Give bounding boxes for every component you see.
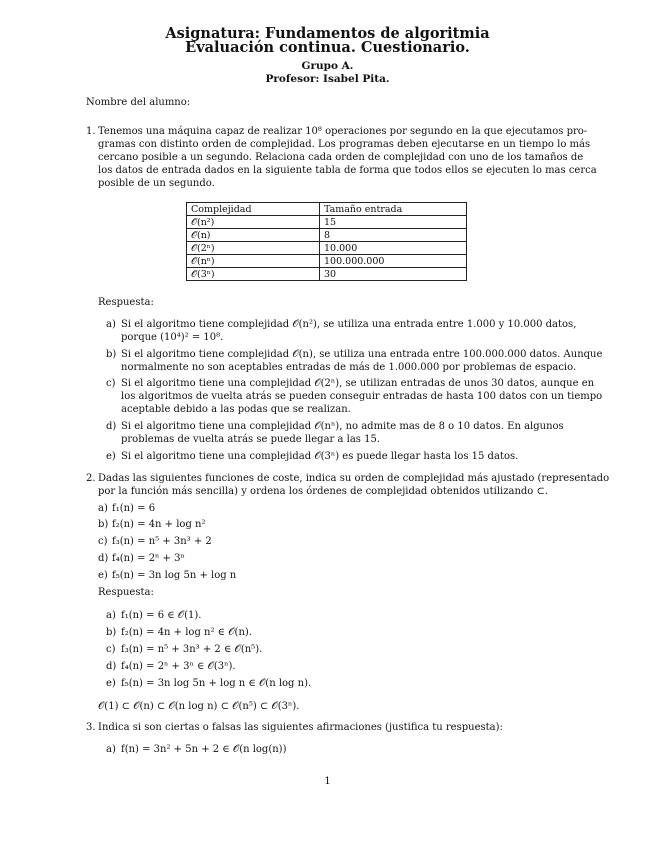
function-label: b) bbox=[98, 519, 109, 530]
table-cell: 𝒪(n) bbox=[187, 229, 320, 242]
answer-label: Respuesta: bbox=[98, 587, 154, 598]
table-cell: 𝒪(nⁿ) bbox=[187, 255, 320, 268]
page-number: 1 bbox=[324, 776, 331, 787]
answer-text: f₁(n) = 6 ∈ 𝒪(1). bbox=[121, 610, 202, 621]
question-number: 1. bbox=[86, 126, 96, 137]
table-cell: 𝒪(2ⁿ) bbox=[187, 242, 320, 255]
table-row bbox=[187, 216, 467, 229]
answer-item-label: d) bbox=[106, 661, 117, 672]
table-row bbox=[187, 255, 467, 268]
group-label: Grupo A. bbox=[301, 60, 354, 72]
answer-item-label: a) bbox=[106, 610, 116, 621]
answer-line: Si el algoritmo tiene una complejidad 𝒪(3ⁿ) es puede llegar hasta los 15 datos. bbox=[121, 451, 519, 462]
function-text: f₂(n) = 4n + log n² bbox=[112, 519, 206, 530]
answer-line: aceptable debido a las podas que se realizan. bbox=[121, 404, 351, 415]
table-row bbox=[187, 268, 467, 281]
function-text: f₃(n) = n⁵ + 3n³ + 2 bbox=[112, 536, 212, 547]
answer-line: Si el algoritmo tiene una complejidad 𝒪(2ⁿ), se utilizan entradas de unos 30 datos, aunque en bbox=[121, 378, 595, 389]
question-number: 3. bbox=[86, 722, 96, 733]
exam-subtitle: Evaluación continua. Cuestionario. bbox=[185, 39, 470, 56]
function-label: d) bbox=[98, 553, 109, 564]
q3-text: Indica si son ciertas o falsas las siguientes afirmaciones (justifica tu respuesta): bbox=[98, 722, 503, 733]
table-row bbox=[187, 229, 467, 242]
course-title: Asignatura: Fundamentos de algoritmia bbox=[165, 25, 490, 42]
answer-label: Respuesta: bbox=[98, 297, 154, 308]
table-cell: 30 bbox=[320, 268, 467, 281]
answer-item-label: b) bbox=[106, 349, 117, 360]
answer-line: normalmente no son aceptables entradas de más de 1.000.000 por problemas de espacio. bbox=[121, 362, 577, 373]
answer-line: Si el algoritmo tiene complejidad 𝒪(n²), se utiliza una entrada entre 1.000 y 10.000 datos, bbox=[121, 319, 577, 330]
table-header-cell: Complejidad bbox=[187, 203, 320, 216]
function-label: a) bbox=[98, 503, 108, 514]
function-label: e) bbox=[98, 570, 108, 581]
table-cell: 15 bbox=[320, 216, 467, 229]
q2-line: por la función más sencilla) y ordena los órdenes de complejidad obtenidos utilizando ⊂. bbox=[98, 486, 549, 497]
answer-item-label: c) bbox=[106, 378, 116, 389]
answer-line: problemas de vuelta atrás se puede llegar a las 15. bbox=[121, 434, 381, 445]
answer-item-label: c) bbox=[106, 644, 116, 655]
table-header-row bbox=[187, 203, 467, 216]
table-cell: 10.000 bbox=[320, 242, 467, 255]
answer-text: f₂(n) = 4n + log n² ∈ 𝒪(n). bbox=[121, 627, 252, 638]
question-number: 2. bbox=[86, 473, 96, 484]
table-row bbox=[187, 242, 467, 255]
complexity-table bbox=[186, 202, 467, 281]
table-cell: 8 bbox=[320, 229, 467, 242]
q1-line: Tenemos una máquina capaz de realizar 10⁸ operaciones por segundo en la que ejecutamos pro- bbox=[98, 126, 588, 137]
answer-item-label: e) bbox=[106, 451, 116, 462]
answer-text: f₅(n) = 3n log 5n + log n ∈ 𝒪(n log n). bbox=[121, 678, 312, 689]
answer-item-label: a) bbox=[106, 319, 116, 330]
function-label: c) bbox=[98, 536, 108, 547]
student-name-label: Nombre del alumno: bbox=[86, 97, 191, 108]
answer-item-label: d) bbox=[106, 421, 117, 432]
answer-item-label: e) bbox=[106, 678, 116, 689]
q1-line: cercano posible a un segundo. Relaciona cada orden de complejidad con uno de los tamaños de bbox=[98, 152, 584, 163]
table-header-cell: Tamaño entrada bbox=[320, 203, 467, 216]
function-text: f₁(n) = 6 bbox=[112, 503, 156, 514]
statement-label: a) bbox=[106, 744, 116, 755]
answer-line: Si el algoritmo tiene complejidad 𝒪(n), se utiliza una entrada entre 100.000.000 datos. Aunque bbox=[121, 349, 603, 360]
answer-item-label: b) bbox=[106, 627, 117, 638]
table-cell: 100.000.000 bbox=[320, 255, 467, 268]
table-cell: 𝒪(3ⁿ) bbox=[187, 268, 320, 281]
function-text: f₄(n) = 2ⁿ + 3ⁿ bbox=[112, 553, 185, 564]
q1-line: gramas con distinto orden de complejidad. Los programas deben ejecutarse en un tiempo lo más bbox=[98, 139, 591, 150]
function-text: f₅(n) = 3n log 5n + log n bbox=[112, 570, 237, 581]
q2-line: Dadas las siguientes funciones de coste, indica su orden de complejidad más ajustado (representado bbox=[98, 473, 610, 484]
complexity-ordering: 𝒪(1) ⊂ 𝒪(n) ⊂ 𝒪(n log n) ⊂ 𝒪(n⁵) ⊂ 𝒪(3ⁿ). bbox=[98, 701, 300, 712]
q1-line: los datos de entrada dados en la siguiente tabla de forma que todos ellos se ejecuten lo mas cerca bbox=[98, 165, 597, 176]
answer-text: f₃(n) = n⁵ + 3n³ + 2 ∈ 𝒪(n⁵). bbox=[121, 644, 263, 655]
answer-line: los algoritmos de vuelta atrás se pueden conseguir entradas de hasta 100 datos con un tiempo bbox=[121, 391, 603, 402]
q1-line: posible de un segundo. bbox=[98, 178, 215, 189]
professor-label: Profesor: Isabel Pita. bbox=[265, 73, 390, 85]
answer-text: f₄(n) = 2ⁿ + 3ⁿ ∈ 𝒪(3ⁿ). bbox=[121, 661, 236, 672]
answer-line: Si el algoritmo tiene una complejidad 𝒪(nⁿ), no admite mas de 8 o 10 datos. En algunos bbox=[121, 421, 564, 432]
answer-line: porque (10⁴)² = 10⁸. bbox=[121, 332, 224, 343]
table-cell: 𝒪(n²) bbox=[187, 216, 320, 229]
statement-text: f(n) = 3n² + 5n + 2 ∈ 𝒪(n log(n)) bbox=[121, 744, 287, 755]
